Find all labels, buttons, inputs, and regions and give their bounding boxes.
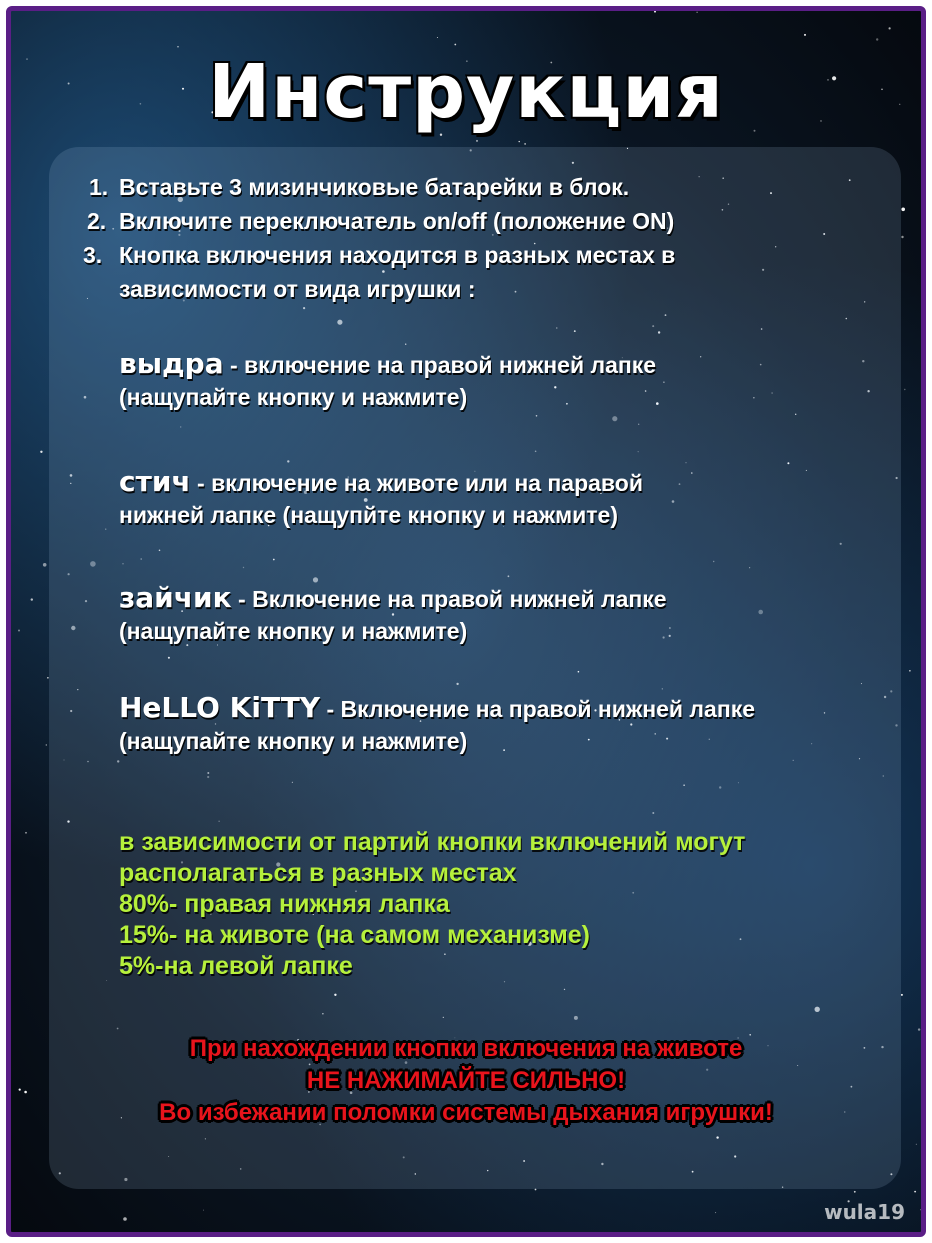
note-line: 5%-на левой лапке	[119, 952, 353, 980]
star	[920, 1209, 921, 1210]
step-number-2: 2.	[87, 208, 107, 234]
toy-bunny-hint: (нащупайте кнопку и нажмите)	[119, 618, 468, 644]
star	[854, 1191, 856, 1193]
toy-stitch	[119, 465, 643, 503]
toy-stitch-hint: нижней лапке (нащупйте кнопку и нажмите)	[119, 502, 618, 528]
toy-desc: - включение на правой нижней лапке	[223, 352, 657, 378]
star	[519, 141, 520, 142]
star	[43, 563, 47, 567]
star	[804, 34, 806, 36]
star	[177, 46, 178, 47]
toy-name: выдра	[119, 347, 224, 380]
note-line: располагаться в разных местах	[119, 859, 517, 887]
star	[901, 208, 905, 212]
star	[901, 994, 903, 996]
step-text-3: Кнопка включения находится в разных местах в	[119, 242, 676, 268]
step-number-1: 1.	[89, 174, 109, 200]
step-text-2: Включите переключатель on/off (положение ON)	[119, 208, 675, 234]
page-title: Инструкция	[208, 49, 724, 135]
note-line: 80%- правая нижняя лапка	[119, 890, 450, 918]
toy-name: стич	[119, 465, 191, 498]
star	[918, 1028, 920, 1030]
toy-hello-kitty	[119, 691, 755, 729]
star	[476, 140, 478, 142]
star	[437, 37, 438, 38]
star	[909, 670, 911, 672]
star	[524, 143, 526, 145]
star	[914, 1191, 916, 1193]
star	[46, 744, 47, 745]
star	[203, 1210, 204, 1211]
step-text-1: Вставьте 3 мизинчиковые батарейки в блок.	[119, 174, 630, 200]
watermark: wula19	[824, 1200, 905, 1224]
star	[123, 1217, 127, 1221]
star	[696, 12, 697, 13]
star	[901, 236, 903, 238]
warning-line: Во избежании поломки системы дыхания игрушки!	[159, 1099, 773, 1126]
star	[715, 1212, 716, 1213]
toy-desc: - Включение на правой нижней лапке	[231, 586, 667, 612]
warning-line: При нахождении кнопки включения на животе	[189, 1035, 743, 1062]
warning-line: НЕ НАЖИМАЙТЕ СИЛЬНО!	[306, 1067, 626, 1094]
instruction-card	[6, 6, 926, 1237]
toy-otter	[119, 347, 656, 385]
star	[18, 630, 20, 632]
note-line: 15%- на животе (на самом механизме)	[119, 921, 590, 949]
star	[876, 38, 878, 40]
star	[454, 44, 456, 46]
star	[40, 451, 42, 453]
toy-desc: - включение на животе или на паравой	[190, 470, 643, 496]
toy-desc: - Включение на правой нижней лапке	[320, 696, 756, 722]
toy-hello-kitty-hint: (нащупайте кнопку и нажмите)	[119, 728, 468, 754]
star	[31, 598, 33, 600]
step-text-3-cont: зависимости от вида игрушки :	[119, 276, 476, 302]
star	[904, 389, 905, 390]
toy-name: зайчик	[119, 581, 232, 614]
star	[916, 1144, 917, 1145]
toy-bunny	[119, 581, 667, 619]
star	[25, 832, 27, 834]
step-number-3: 3.	[83, 242, 103, 268]
toy-otter-hint: (нащупайте кнопку и нажмите)	[119, 384, 468, 410]
star	[654, 11, 656, 13]
toy-name: HeLLO KiTTY	[119, 691, 321, 724]
star	[889, 27, 891, 29]
note-line: в зависимости от партий кнопки включений могут	[119, 828, 746, 856]
